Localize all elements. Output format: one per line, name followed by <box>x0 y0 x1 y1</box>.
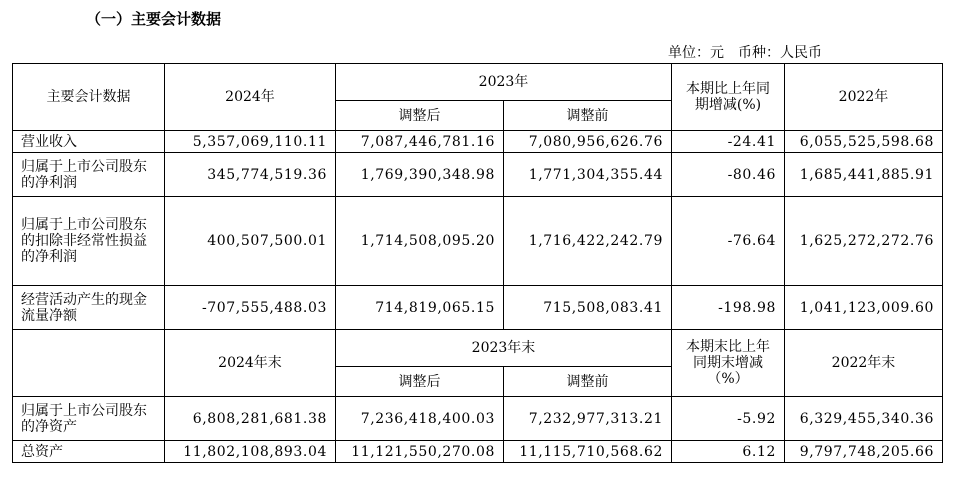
table-row <box>13 286 943 330</box>
cell-adjusted-before: 715,508,083.41 <box>504 286 672 330</box>
cell-earlier: 1,685,441,885.91 <box>785 153 943 197</box>
cell-current: 345,774,519.36 <box>165 153 336 197</box>
cell-change: -24.41 <box>672 131 785 153</box>
header-adjusted-after: 调整后 <box>336 101 504 131</box>
header-adjusted-before: 调整前 <box>504 367 672 397</box>
cell-earlier: 9,797,748,205.66 <box>785 441 943 463</box>
header-adjusted-after: 调整后 <box>336 367 504 397</box>
cell-change: -198.98 <box>672 286 785 330</box>
table-row <box>13 153 943 197</box>
cell-adjusted-before: 1,716,422,242.79 <box>504 197 672 286</box>
cell-current: 5,357,069,110.11 <box>165 131 336 153</box>
row-label: 归属于上市公司股东的扣除非经常性损益的净利润 <box>13 197 165 286</box>
cell-current: 6,808,281,681.38 <box>165 397 336 441</box>
header-earlier-year-end: 2022年末 <box>785 330 943 397</box>
cell-adjusted-before: 11,115,710,568.62 <box>504 441 672 463</box>
cell-earlier: 6,055,525,598.68 <box>785 131 943 153</box>
cell-current: -707,555,488.03 <box>165 286 336 330</box>
cell-change: -76.64 <box>672 197 785 286</box>
cell-adjusted-before: 1,771,304,355.44 <box>504 153 672 197</box>
cell-adjusted-after: 11,121,550,270.08 <box>336 441 504 463</box>
cell-earlier: 1,625,272,272.76 <box>785 197 943 286</box>
cell-current: 400,507,500.01 <box>165 197 336 286</box>
header-adjusted-before: 调整前 <box>504 101 672 131</box>
header-prior-year-end: 2023年末 <box>336 330 672 367</box>
header-item: 主要会计数据 <box>13 64 165 131</box>
cell-earlier: 6,329,455,340.36 <box>785 397 943 441</box>
cell-adjusted-after: 714,819,065.15 <box>336 286 504 330</box>
header-row <box>13 64 943 101</box>
cell-change: -80.46 <box>672 153 785 197</box>
main-accounting-data-table <box>12 63 943 463</box>
unit-label: 单位：元 <box>668 45 724 61</box>
table-row <box>13 131 943 153</box>
header-blank-cell <box>13 330 165 397</box>
row-label: 经营活动产生的现金流量净额 <box>13 286 165 330</box>
header-current-year: 2024年 <box>165 64 336 131</box>
currency-label: 币种：人民币 <box>738 45 822 61</box>
section-title: （一）主要会计数据 <box>86 10 222 28</box>
row-label: 营业收入 <box>13 131 165 153</box>
header-current-year-end: 2024年末 <box>165 330 336 397</box>
header-change: 本期比上年同期增减(%) <box>672 64 785 131</box>
cell-adjusted-before: 7,232,977,313.21 <box>504 397 672 441</box>
cell-adjusted-before: 7,080,956,626.76 <box>504 131 672 153</box>
header-row <box>13 330 943 367</box>
cell-current: 11,802,108,893.04 <box>165 441 336 463</box>
cell-adjusted-after: 7,236,418,400.03 <box>336 397 504 441</box>
row-label: 归属于上市公司股东的净利润 <box>13 153 165 197</box>
cell-earlier: 1,041,123,009.60 <box>785 286 943 330</box>
table-row <box>13 197 943 286</box>
row-label: 归属于上市公司股东的净资产 <box>13 397 165 441</box>
row-label: 总资产 <box>13 441 165 463</box>
cell-adjusted-after: 1,769,390,348.98 <box>336 153 504 197</box>
table-row <box>13 441 943 463</box>
unit-line <box>668 42 822 62</box>
table-row <box>13 397 943 441</box>
cell-change: -5.92 <box>672 397 785 441</box>
cell-change: 6.12 <box>672 441 785 463</box>
cell-adjusted-after: 7,087,446,781.16 <box>336 131 504 153</box>
header-change-year-end: 本期末比上年同期末增减（%） <box>672 330 785 397</box>
cell-adjusted-after: 1,714,508,095.20 <box>336 197 504 286</box>
header-earlier-year: 2022年 <box>785 64 943 131</box>
header-prior-year: 2023年 <box>336 64 672 101</box>
